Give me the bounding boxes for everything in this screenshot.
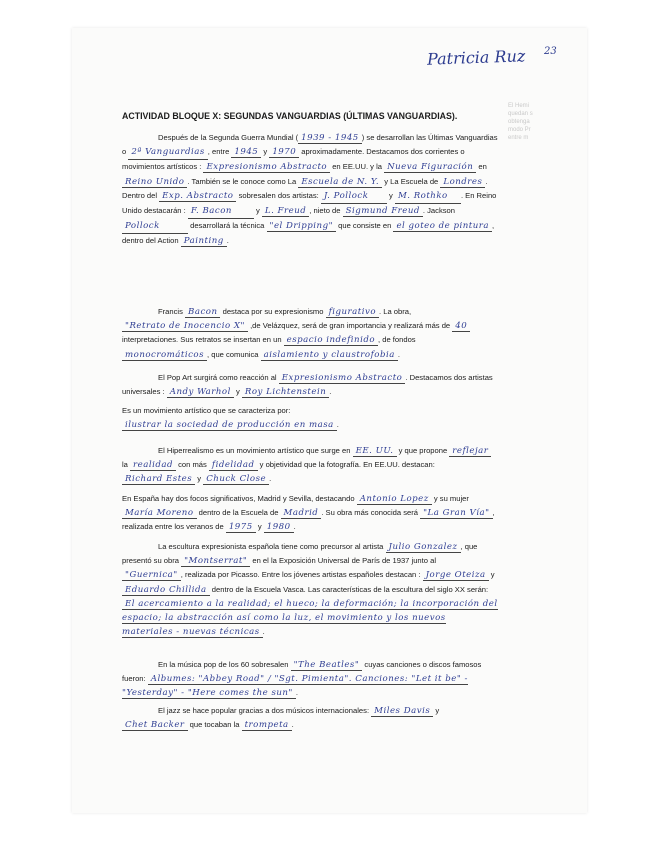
- handwritten-answer[interactable]: "The Beatles": [291, 660, 363, 671]
- handwritten-answer[interactable]: El acercamiento a la realidad; el hueco; la deformación; la incorporación del espacio; la abstracción así como la luz, el movimiento y los nuevos materiales - nuevas técnicas: [122, 598, 498, 638]
- handwritten-answer[interactable]: "Retrato de Inocencio X": [122, 321, 248, 332]
- handwritten-answer[interactable]: Pollock: [122, 219, 188, 234]
- handwritten-answer[interactable]: 1980: [264, 522, 294, 533]
- handwritten-answer[interactable]: 2ª Vanguardias: [128, 145, 207, 160]
- paragraph-jazz: El jazz se hace popular gracias a dos músicos internacionales: Miles Davis y Chet Backer que tocaban la trompeta .: [122, 704, 498, 732]
- handwritten-answer[interactable]: 1975: [226, 522, 256, 533]
- handwritten-answer[interactable]: Julio Gonzalez: [386, 542, 461, 553]
- handwritten-answer[interactable]: 1970: [269, 147, 299, 158]
- paragraph-pop-art: El Pop Art surgirá como reacción al Expresionismo Abstracto . Destacamos dos artistas universales : Andy Warhol y Roy Lichtenstein .: [122, 373, 493, 398]
- handwritten-answer[interactable]: Painting: [181, 236, 227, 247]
- paragraph-sculpture: La escultura expresionista española tiene como precursor al artista Julio Gonzalez , que presentó su obra "Montserrat" en el la Exposición Universal de París de 1937 junto al "Guernica" , realizada por Picasso. Entre los jóvenes artistas españoles destacan : Jorge Oteiza y Eduardo Chillida dentro de la Escuela Vasca. Las características de la escultura del siglo XX serán: El acercamiento a la realidad; el hueco; la deformación; la incorporación del espacio; la abstracción así como la luz, el movimiento y los nuevos materiales - nuevas técnicas .: [122, 542, 498, 638]
- handwritten-answer[interactable]: J. Pollock: [321, 189, 387, 204]
- handwritten-answer[interactable]: Sigmund Freud: [343, 206, 423, 217]
- handwritten-answer[interactable]: EE. UU.: [353, 446, 397, 457]
- handwritten-answer[interactable]: 1945: [231, 147, 261, 158]
- student-signature: Patricia Ruz: [426, 46, 526, 69]
- handwritten-answer[interactable]: trompeta: [242, 720, 292, 731]
- paragraph-bacon: Francis Bacon destaca por su expresionismo figurativo . La obra, "Retrato de Inocencio X" ,de Velázquez, será de gran importancia y realizará más de 40 interpretaciones. Sus retratos se insertan en un espacio indefinido , de fondos monocromáticos , que comunica aislamiento y claustrofobia .: [122, 305, 498, 362]
- handwritten-answer[interactable]: Chuck Close: [203, 474, 269, 485]
- handwritten-answer[interactable]: 40: [452, 321, 470, 332]
- worksheet-title: ACTIVIDAD BLOQUE X: SEGUNDAS VANGUARDIAS (ÚLTIMAS VANGUARDIAS).: [122, 111, 458, 121]
- paragraph-spain-realism: En España hay dos focos significativos, Madrid y Sevilla, destacando Antonio Lopez y su mujer María Moreno dentro de la Escuela de Madrid . Su obra más conocida será "La Gran Vía" , realizada entre los veranos de 1975 y 1980 .: [122, 494, 495, 533]
- handwritten-answer[interactable]: Bacon: [185, 307, 220, 318]
- handwritten-answer[interactable]: Londres: [440, 177, 485, 188]
- handwritten-answer[interactable]: "Montserrat": [181, 556, 250, 567]
- handwritten-answer[interactable]: "La Gran Vía": [420, 508, 492, 519]
- handwritten-answer[interactable]: Reino Unido: [122, 177, 187, 188]
- handwritten-answer[interactable]: María Moreno: [122, 508, 197, 519]
- handwritten-answer[interactable]: monocromáticos: [122, 350, 207, 361]
- handwritten-answer[interactable]: Nueva Figuración: [384, 162, 476, 173]
- handwritten-answer[interactable]: "Guernica": [122, 570, 181, 581]
- bleed-through-text: El Hemi quedan s obtenga modo Pr entre m: [508, 103, 533, 141]
- handwritten-answer[interactable]: Antonio Lopez: [357, 494, 432, 505]
- handwritten-answer[interactable]: reflejar: [449, 446, 491, 457]
- handwritten-answer[interactable]: el goteo de pintura: [393, 221, 492, 232]
- handwritten-answer[interactable]: Eduardo Chillida: [122, 585, 210, 596]
- handwritten-answer[interactable]: espacio indefinido: [284, 335, 378, 346]
- handwritten-answer[interactable]: fidelidad: [209, 460, 258, 471]
- handwritten-answer[interactable]: 1939 - 1945: [298, 133, 362, 144]
- handwritten-answer[interactable]: Exp. Abstracto: [159, 191, 236, 202]
- handwritten-answer[interactable]: "el Dripping": [267, 221, 337, 232]
- handwritten-answer[interactable]: F. Bacon: [188, 204, 254, 219]
- handwritten-answer[interactable]: M. Rothko: [395, 189, 461, 204]
- handwritten-answer[interactable]: Expresionismo Abstracto: [203, 162, 330, 173]
- handwritten-answer[interactable]: L. Freud: [262, 206, 309, 217]
- paragraph-hyperrealism: El Hiperrealismo es un movimiento artístico que surge en EE. UU. y que propone reflejar la realidad con más fidelidad y objetividad que la fotografía. En EE.UU. destacan: Richard Estes y Chuck Close .: [122, 444, 498, 487]
- handwritten-answer[interactable]: Chet Backer: [122, 720, 188, 731]
- handwritten-answer[interactable]: Miles Davis: [371, 706, 433, 717]
- paragraph-intro: Después de la Segunda Guerra Mundial ( 1939 - 1945 ) se desarrollan las Últimas Vanguardias o 2ª Vanguardias , entre 1945 y 1970 aproximadamente. Destacamos dos corrientes o movimientos artísticos : Expresionismo Abstracto en EE.UU. y la Nueva Figuración en Reino Unido . También se le conoce como La Escuela de N. Y. y La Escuela de Londres . Dentro del Exp. Abstracto sobresalen dos artistas: J. Pollock y M. Rothko . En Reino Unido destacarán : F. Bacon y L. Freud , nieto de Sigmund Freud . Jackson Pollock desarrollará la técnica "el Dripping" que consiste en el goteo de pintura , dentro del Action Painting .: [122, 133, 498, 247]
- handwritten-answer[interactable]: figurativo: [326, 307, 379, 318]
- paragraph-pop-music: En la música pop de los 60 sobresalen "The Beatles" cuyas canciones o discos famosos fueron: Albumes: "Abbey Road" / "Sgt. Pimienta". Canciones: "Let it be" - "Yesterday" - "Here comes the sun" .: [122, 660, 482, 699]
- handwritten-answer[interactable]: aislamiento y claustrofobia: [261, 350, 398, 361]
- handwritten-answer[interactable]: Expresionismo Abstracto: [279, 373, 406, 384]
- handwritten-answer[interactable]: Jorge Oteiza: [423, 570, 489, 581]
- handwritten-answer[interactable]: Madrid: [281, 508, 322, 519]
- paragraph-pop-art-definition: Es un movimiento artístico que se caracteriza por: ilustrar la sociedad de producción en masa .: [122, 406, 339, 431]
- handwritten-answer[interactable]: Albumes: "Abbey Road" / "Sgt. Pimienta". Canciones: "Let it be" - "Yesterday" - "Here comes the sun": [122, 674, 468, 699]
- handwritten-answer[interactable]: Richard Estes: [122, 474, 195, 485]
- page-number: 23: [544, 46, 557, 57]
- handwritten-answer[interactable]: Andy Warhol: [167, 387, 234, 398]
- handwritten-answer[interactable]: Escuela de N. Y.: [298, 177, 382, 188]
- handwritten-answer[interactable]: Roy Lichtenstein: [242, 387, 329, 398]
- handwritten-answer[interactable]: realidad: [130, 460, 176, 471]
- handwritten-answer[interactable]: ilustrar la sociedad de producción en masa: [122, 420, 337, 431]
